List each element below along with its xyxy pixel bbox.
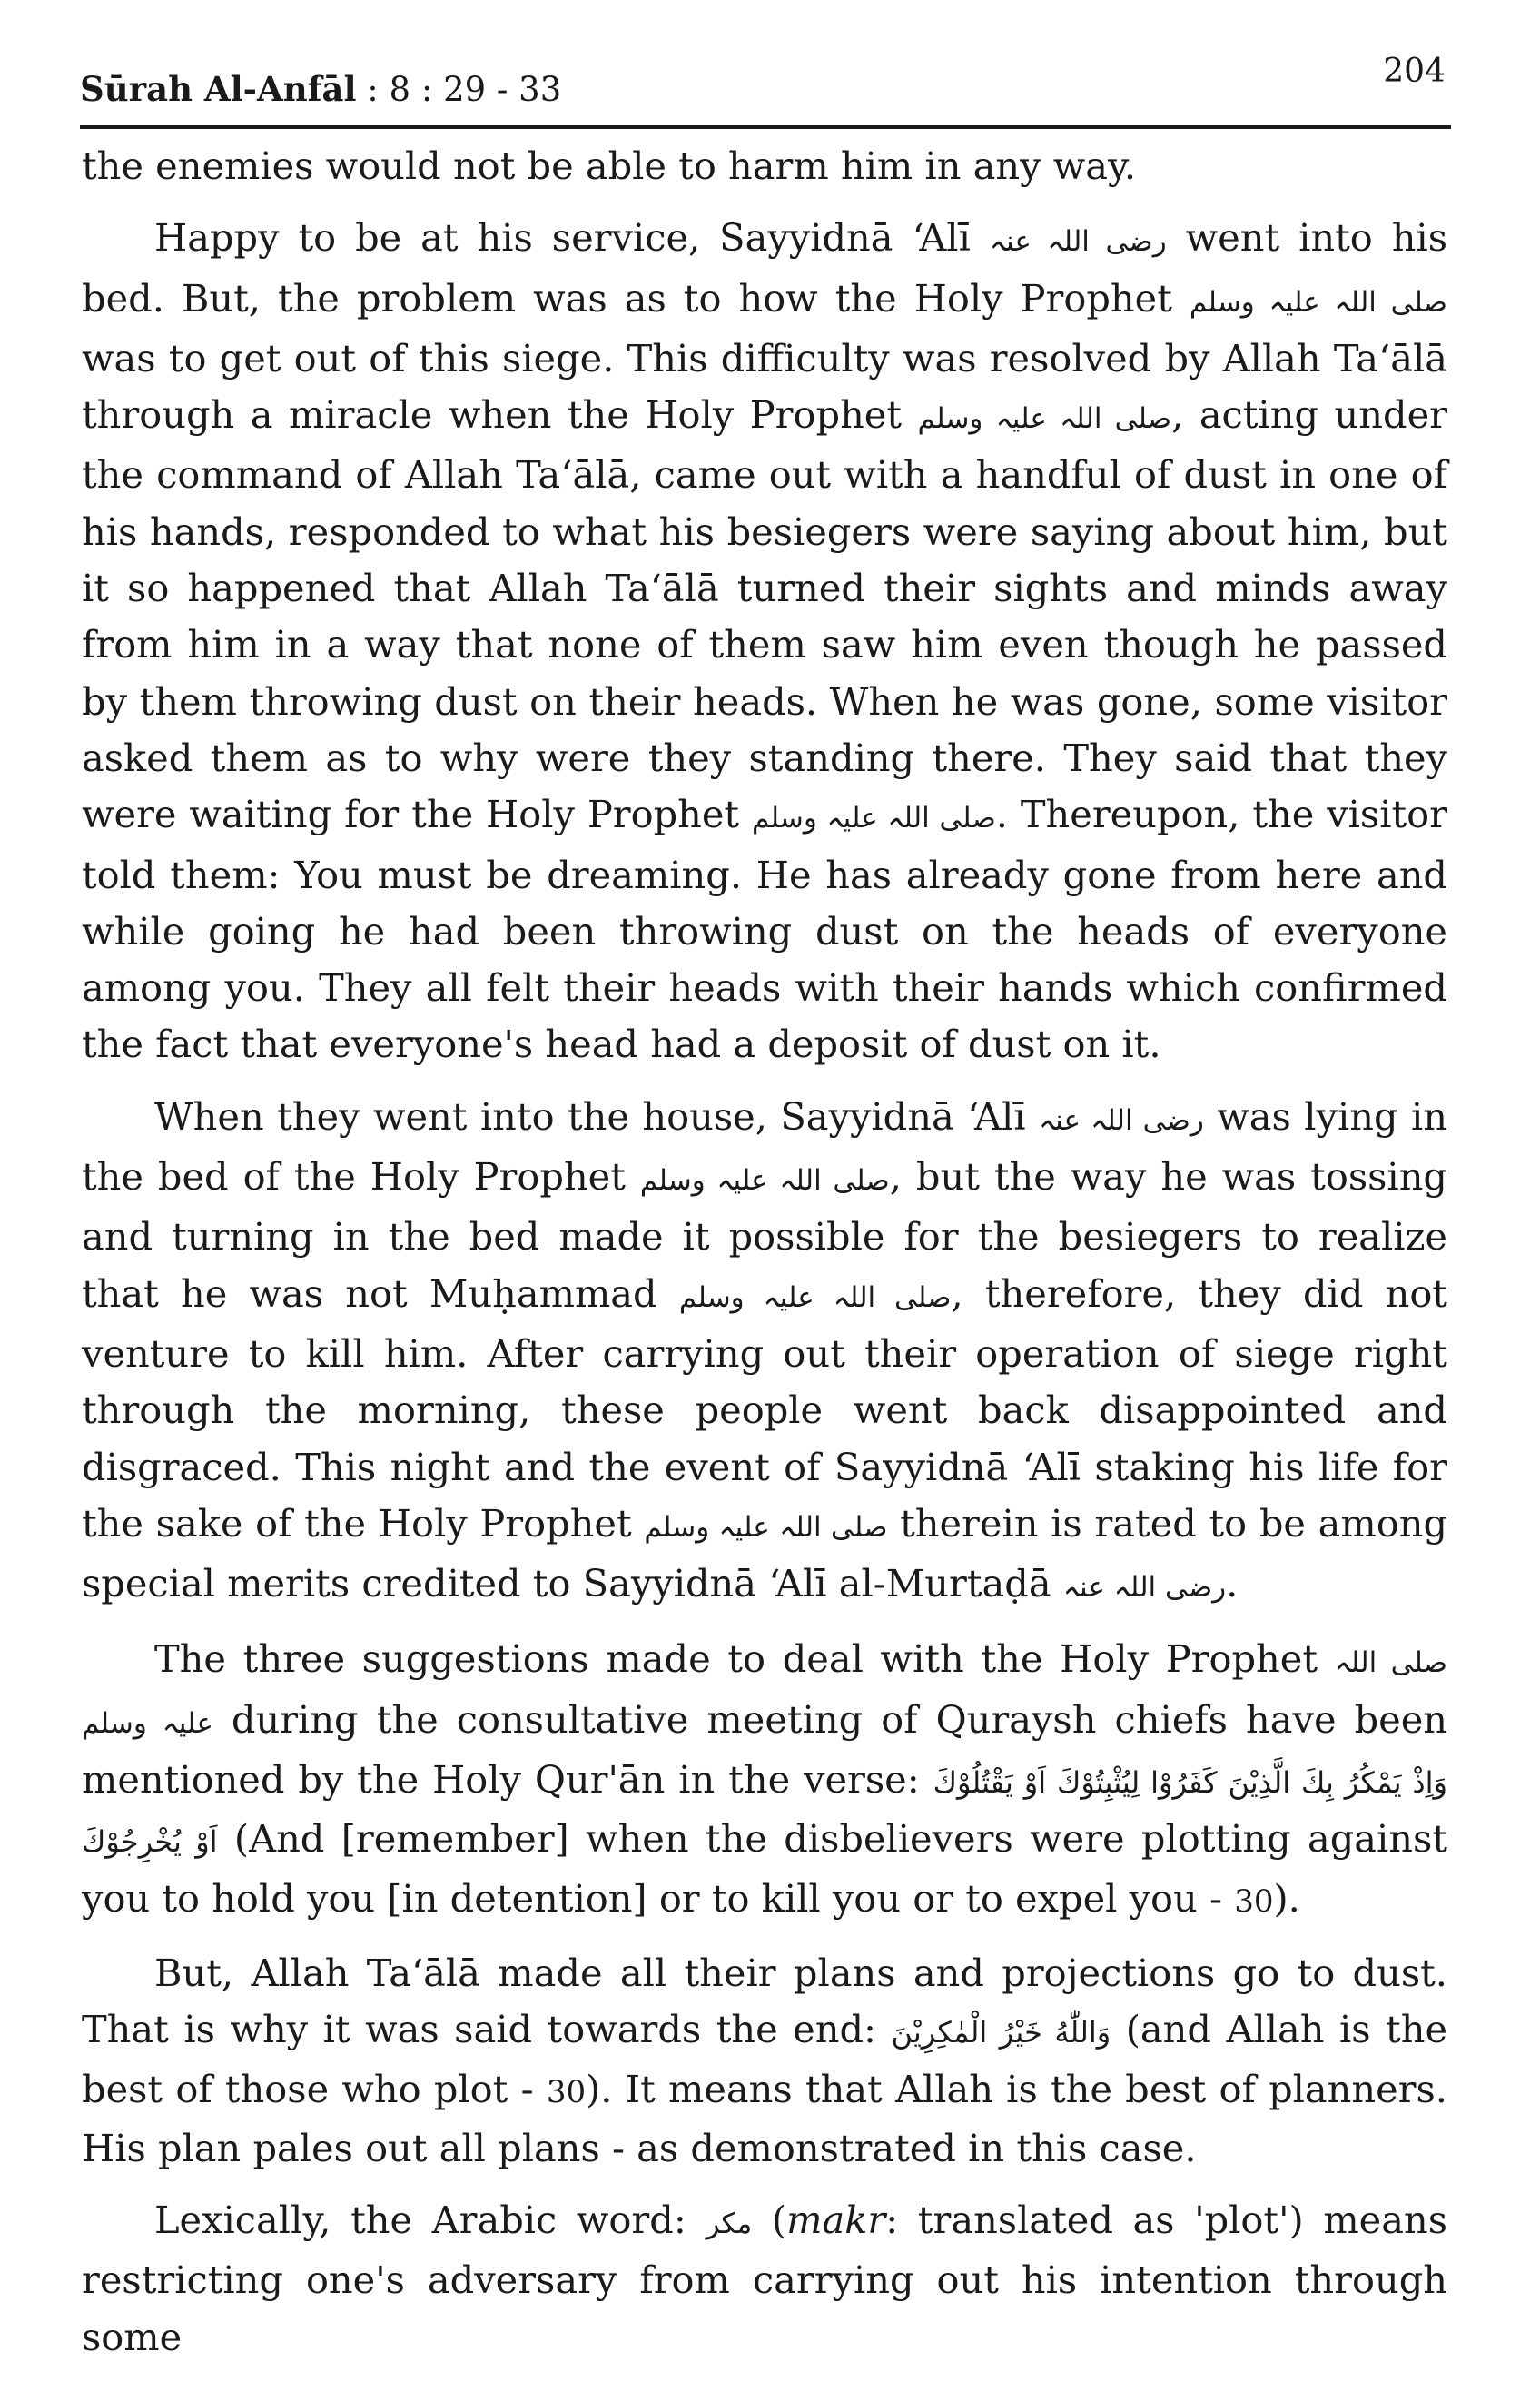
text-run: Happy to be at his service, Sayyidnā ‘Alī bbox=[154, 215, 990, 261]
text-run: during the consultative meeting of Quraysh chiefs have been mentioned by the Holy Qur'ān in the verse: bbox=[82, 1696, 1447, 1803]
text-run: the enemies would not be able to harm him in any way. bbox=[82, 143, 1137, 188]
surah-name: Sūrah Al-Anfāl bbox=[80, 69, 357, 109]
text-run: . bbox=[1226, 1561, 1239, 1606]
arabic-honorific-prophet: صلی اللہ علیہ وسلم bbox=[1189, 285, 1447, 319]
arabic-honorific-prophet: صلی اللہ علیہ وسلم bbox=[644, 1510, 888, 1544]
paragraph-5 bbox=[82, 1945, 1447, 2177]
page-header bbox=[80, 53, 1451, 129]
text-run: was to get out of this siege. This difficulty was resolved by Allah Ta‘ālā through a miracle when the Holy Prophet bbox=[82, 335, 1447, 438]
text-run: , but the way he was tossing and turning in the bed made it possible for the besiegers to realize that he was not Muḥammad bbox=[82, 1154, 1447, 1316]
transliteration-makr: makr bbox=[786, 2198, 886, 2243]
text-run: (And [remember] when the disbelievers were plotting against you to hold you [in detention] or to kill you or to expel you - bbox=[82, 1816, 1448, 1921]
page-body bbox=[82, 138, 1447, 2381]
paragraph-4 bbox=[82, 1631, 1447, 1929]
quran-verse-plot-part2: اَوْ يُخْرِجُوْكَ bbox=[82, 1824, 218, 1860]
paragraph-6 bbox=[82, 2192, 1447, 2366]
text-run: But, Allah Ta‘ālā made all their plans and projections go to dust. That is why it was said towards the end: bbox=[82, 1950, 1447, 2052]
text-run: therein is rated to be among special merits credited to Sayyidnā ‘Alī al-Murtaḍā bbox=[82, 1500, 1448, 1606]
text-run: : translated as 'plot') means restricting one's adversary from carrying out his intention through some bbox=[82, 2198, 1447, 2359]
arabic-honorific-prophet: صلی اللہ علیہ وسلم bbox=[917, 402, 1172, 436]
text-run: , acting under the command of Allah Ta‘ālā, came out with a handful of dust in one of his hands, responded to what his besiegers were saying about him, but it so happened that Allah Ta‘ālā turned their sights and minds away from him in a way that none of them saw him even though he passed by them throwing dust on their heads. When he was gone, some visitor asked them as to why were they standing there. They said that they were waiting for the Holy Prophet bbox=[82, 392, 1447, 837]
arabic-honorific-prophet-part2: علیہ وسلم bbox=[82, 1706, 213, 1740]
arabic-word-makr: مکر bbox=[706, 2208, 753, 2241]
verse-number: 30 bbox=[546, 2073, 587, 2110]
text-run: went into his bed. But, the problem was as to how the Holy Prophet bbox=[82, 215, 1447, 321]
paragraph-1 bbox=[82, 138, 1447, 194]
page-number: 204 bbox=[1383, 53, 1446, 90]
quran-verse-plot-part1: وَاِذْ يَمْكُرُ بِكَ الَّذِيْنَ كَفَرُوْا لِيُثْبِتُوْكَ اَوْ يَقْتُلُوْكَ bbox=[933, 1765, 1447, 1801]
arabic-honorific-prophet-part1: صلی اللہ bbox=[1334, 1646, 1447, 1680]
paragraph-2 bbox=[82, 210, 1447, 1072]
text-run: When they went into the house, Sayyidnā ‘Alī bbox=[154, 1093, 1039, 1139]
arabic-honorific-prophet: صلی اللہ علیہ وسلم bbox=[639, 1164, 890, 1198]
text-run: ( bbox=[752, 2198, 787, 2243]
verse-number: 30 bbox=[1234, 1882, 1274, 1920]
text-run: (and Allah is the best of those who plot - bbox=[82, 2007, 1448, 2111]
paragraph-3 bbox=[82, 1089, 1447, 1616]
arabic-honorific-ali: رضی اللہ عنہ bbox=[989, 225, 1167, 259]
running-title bbox=[80, 69, 561, 109]
text-run: . Thereupon, the visitor told them: You must be dreaming. He has already gone from here and while going he had been throwing dust on the heads of everyone among you. They all felt their heads with their hands which confirmed the fact that everyone's head had a deposit of dust on it. bbox=[82, 792, 1447, 1067]
verse-reference: : 8 : 29 - 33 bbox=[356, 70, 562, 109]
text-run: The three suggestions made to deal with the Holy Prophet bbox=[154, 1636, 1335, 1682]
text-run: was lying in the bed of the Holy Prophet bbox=[82, 1093, 1448, 1200]
text-run: Lexically, the Arabic word: bbox=[154, 2198, 706, 2243]
arabic-honorific-ali: رضی اللہ عنہ bbox=[1062, 1571, 1227, 1605]
arabic-honorific-ali: رضی اللہ عنہ bbox=[1038, 1103, 1204, 1137]
text-run: , therefore, they did not venture to kill him. After carrying out their operation of siege right through the morning, these people went back disappointed and disgraced. This night and the event of Sayyidnā ‘Alī staking his life for the sake of the Holy Prophet bbox=[82, 1270, 1447, 1546]
text-run: ). bbox=[1273, 1875, 1300, 1921]
arabic-honorific-prophet: صلی اللہ علیہ وسلم bbox=[678, 1280, 952, 1314]
arabic-honorific-prophet: صلی اللہ علیہ وسلم bbox=[752, 802, 996, 835]
quran-verse-best-plotters: وَاللّٰهُ خَيْرُ الْمٰكِرِيْنَ bbox=[891, 2015, 1111, 2050]
text-run: ). It means that Allah is the best of planners. His plan pales out all plans - as demonstrated in this case. bbox=[82, 2066, 1447, 2170]
